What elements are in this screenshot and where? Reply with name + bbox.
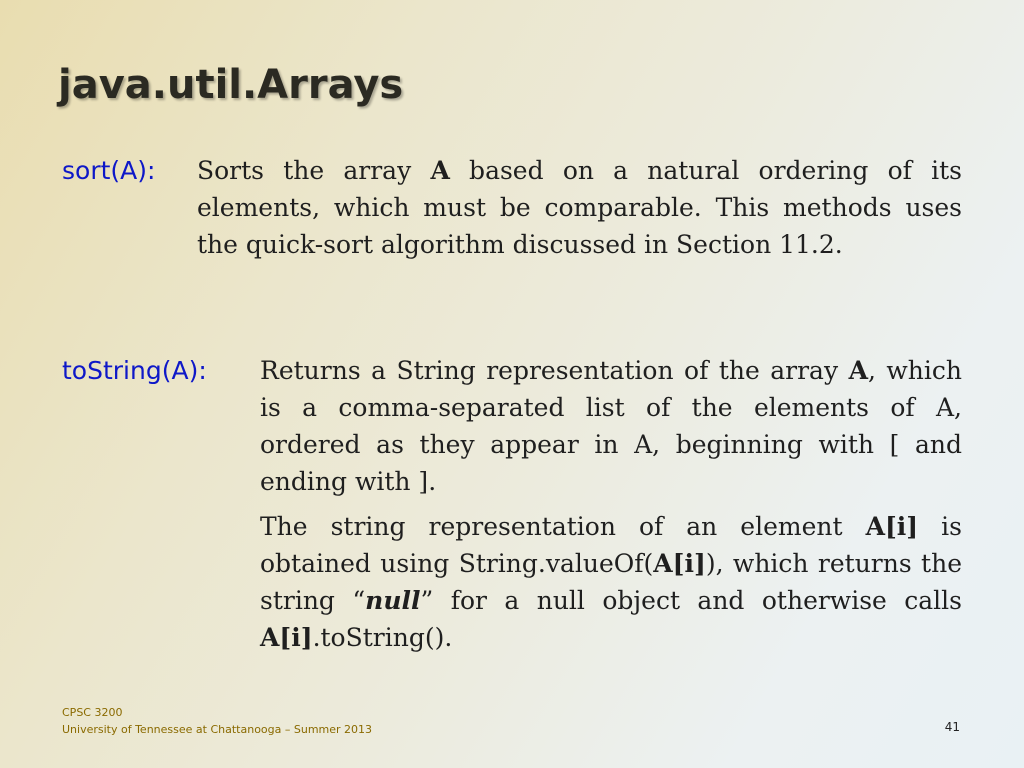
footer-course: CPSC 3200: [62, 706, 123, 719]
body-text: Sorts the array: [197, 156, 431, 185]
sort-method-term: sort(A):: [62, 156, 156, 185]
description-paragraph: [260, 508, 962, 656]
body-text: ” for a null object and otherwise calls: [420, 586, 962, 615]
sort-method-description: [197, 152, 962, 263]
description-paragraph: [197, 152, 962, 263]
body-text: .toString().: [312, 623, 453, 652]
tostring-method-description: [260, 352, 962, 656]
slide-title: java.util.Arrays: [58, 62, 404, 108]
body-text: is obtained using String.valueOf(: [260, 512, 962, 578]
footer-institution: University of Tennessee at Chattanooga – Summer 2013: [62, 723, 373, 736]
body-text: Returns a String representation of the array: [260, 356, 849, 385]
sort-method-entry: [62, 152, 962, 263]
emphasis-text: A[i]: [865, 512, 919, 541]
tostring-method-term: toString(A):: [62, 356, 207, 385]
body-text: The string representation of an element: [260, 512, 866, 541]
emphasis-text: A: [430, 156, 450, 185]
body-text: based on a natural ordering of its elements, which must be comparable. This methods uses the quick-sort algorithm discussed in Section 11.2.: [197, 156, 962, 259]
emphasis-text: A[i]: [260, 623, 313, 652]
body-text: , which is a comma-separated list of the elements of A, ordered as they appear in A, beginning with [ and ending with ].: [260, 356, 962, 496]
emphasis-text: A[i]: [653, 549, 706, 578]
emphasis-text: A: [848, 356, 868, 385]
emphasis-text: null: [365, 586, 421, 615]
description-paragraph: [260, 352, 962, 500]
body-text: ), which returns the string “: [260, 549, 962, 615]
tostring-method-entry: [62, 352, 962, 656]
slide-number: 41: [944, 720, 960, 734]
